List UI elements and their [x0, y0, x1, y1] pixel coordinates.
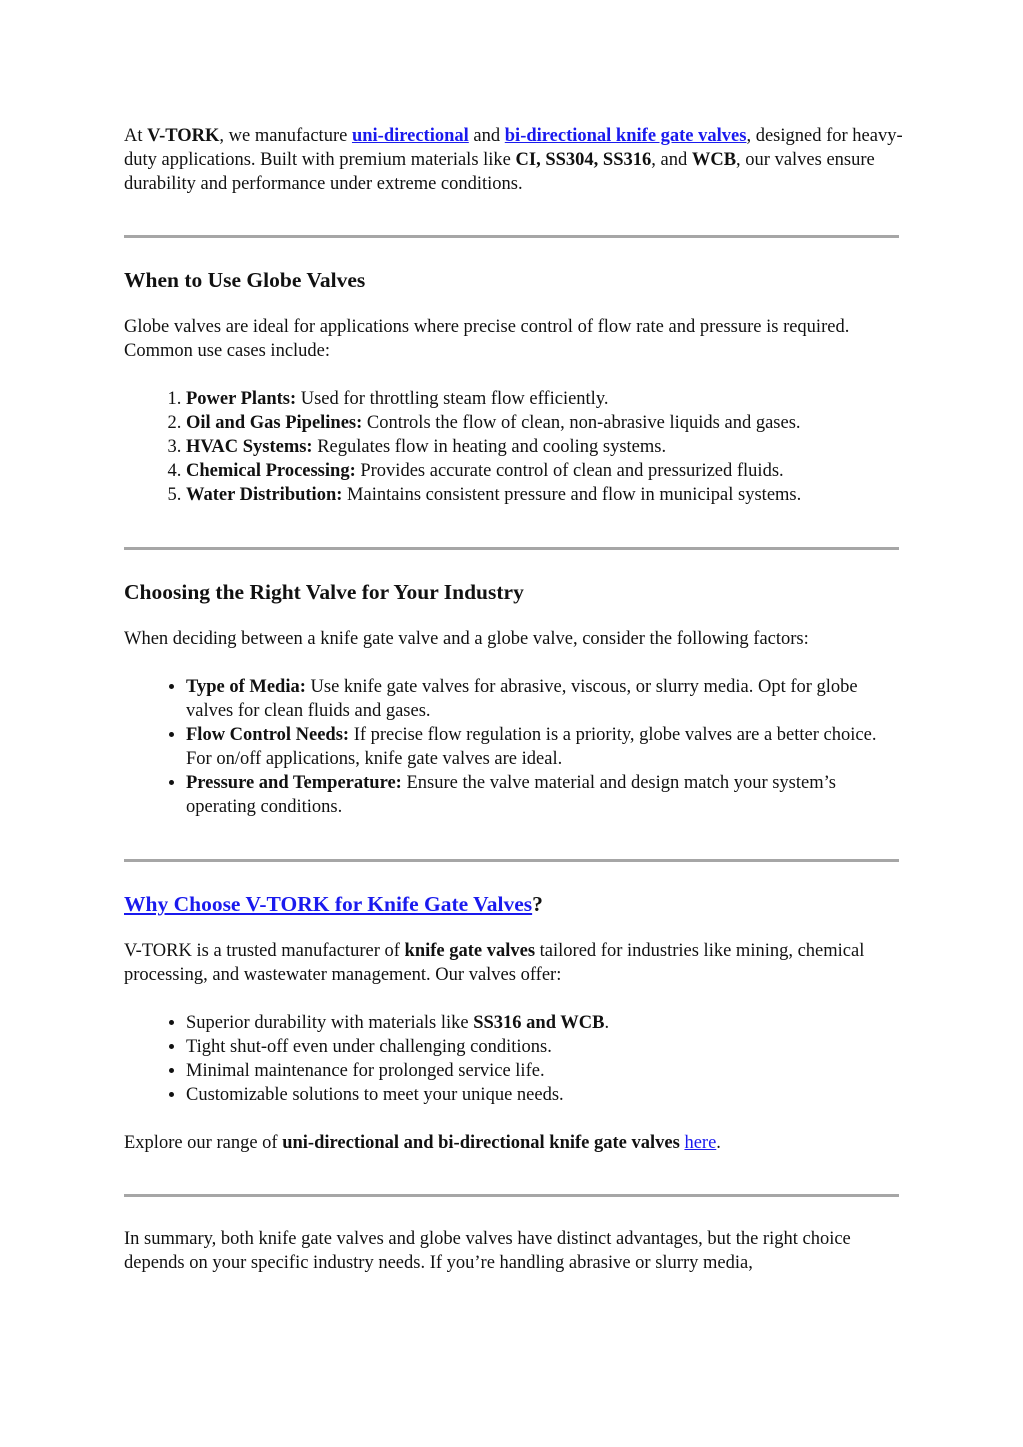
list-item-bold: SS316 and WCB — [473, 1013, 605, 1033]
list-item-text: Ensure the valve material and design match your system’s operating conditions. — [186, 773, 836, 817]
choosing-factor-list — [124, 675, 904, 819]
explore-text: Explore our range of — [124, 1133, 283, 1153]
list-item — [186, 1011, 904, 1035]
choosing-heading: Choosing the Right Valve for Your Industry — [124, 580, 524, 604]
why-intro-text: V-TORK is a trusted manufacturer of — [124, 941, 405, 961]
list-item-label: Flow Control Needs: — [186, 725, 350, 745]
intro-text: At — [124, 126, 148, 146]
list-item-text: Provides accurate control of clean and pressurized fluids. — [355, 461, 784, 481]
list-item-label: Pressure and Temperature: — [186, 773, 402, 793]
intro-paragraph — [124, 124, 904, 196]
choosing-intro: When deciding between a knife gate valve and a globe valve, consider the following factors: — [124, 629, 809, 649]
bi-directional-link[interactable]: bi-directional knife gate valves — [504, 126, 747, 146]
list-item — [186, 1059, 904, 1083]
intro-text: , designed for heavy-duty applications. Built with premium materials like — [124, 126, 903, 170]
why-heading-link[interactable]: Why Choose V-TORK for Knife Gate Valves — [124, 892, 533, 916]
list-item-label: Oil and Gas Pipelines: — [186, 413, 363, 433]
globe-heading: When to Use Globe Valves — [124, 268, 366, 292]
list-item — [186, 387, 904, 411]
list-item — [186, 411, 904, 435]
intro-text: , and — [651, 150, 692, 170]
list-item-text: If precise flow regulation is a priority, globe valves are a better choice. For on/off applications, knife gate valves are ideal. — [186, 725, 877, 769]
list-item-text: Tight shut-off even under challenging conditions. — [186, 1037, 552, 1057]
list-item-text: Maintains consistent pressure and flow in municipal systems. — [342, 485, 802, 505]
section-divider — [124, 859, 899, 862]
list-item — [186, 723, 904, 771]
why-intro — [124, 939, 904, 987]
list-item-text: Use knife gate valves for abrasive, viscous, or slurry media. Opt for globe valves for clean fluids and gases. — [186, 677, 858, 721]
document-content — [124, 124, 904, 1275]
list-item — [186, 1035, 904, 1059]
list-item-tail: . — [604, 1013, 610, 1033]
list-item-label: Power Plants: — [186, 389, 297, 409]
wcb-text: WCB — [691, 150, 737, 170]
list-item-text: Used for throttling steam flow efficiently. — [296, 389, 609, 409]
explore-paragraph — [124, 1131, 904, 1155]
explore-text: . — [716, 1133, 721, 1153]
list-item — [186, 1083, 904, 1107]
list-item-text: Regulates flow in heating and cooling systems. — [312, 437, 667, 457]
section-divider — [124, 235, 899, 238]
list-item-label: Chemical Processing: — [186, 461, 356, 481]
brand-name: V-TORK — [147, 126, 220, 146]
list-item-label: Water Distribution: — [186, 485, 343, 505]
globe-use-case-list — [124, 387, 904, 507]
here-link[interactable]: here — [684, 1133, 717, 1153]
why-heading — [124, 890, 904, 918]
section-divider — [124, 547, 899, 550]
list-item-text: Minimal maintenance for prolonged service life. — [186, 1061, 545, 1081]
uni-directional-link[interactable]: uni-directional — [351, 126, 469, 146]
list-item-label: Type of Media: — [186, 677, 306, 697]
explore-bold: uni-directional and bi-directional knife gate valves — [282, 1133, 680, 1153]
why-intro-text: tailored for industries like mining, chemical processing, and wastewater management. Our valves offer: — [124, 941, 865, 985]
list-item — [186, 675, 904, 723]
summary-paragraph: In summary, both knife gate valves and globe valves have distinct advantages, but the right choice depends on your specific industry needs. If you’re handling abrasive or slurry media, — [124, 1229, 851, 1273]
intro-text: , our valves ensure durability and performance under extreme conditions. — [124, 150, 875, 194]
materials-text: CI, SS304, SS316 — [515, 150, 652, 170]
why-intro-bold: knife gate valves — [404, 941, 536, 961]
list-item — [186, 435, 904, 459]
list-item — [186, 771, 904, 819]
list-item-label: HVAC Systems: — [186, 437, 313, 457]
section-divider — [124, 1194, 899, 1197]
list-item — [186, 483, 904, 507]
why-heading-tail: ? — [532, 892, 543, 916]
list-item-text: Customizable solutions to meet your unique needs. — [186, 1085, 564, 1105]
why-benefit-list — [124, 1011, 904, 1107]
list-item-text: Superior durability with materials like — [186, 1013, 474, 1033]
intro-text: and — [468, 126, 505, 146]
intro-text: , we manufacture — [219, 126, 352, 146]
list-item — [186, 459, 904, 483]
globe-intro: Globe valves are ideal for applications where precise control of flow rate and pressure is required. Common use cases include: — [124, 317, 850, 361]
list-item-text: Controls the flow of clean, non-abrasive liquids and gases. — [362, 413, 801, 433]
